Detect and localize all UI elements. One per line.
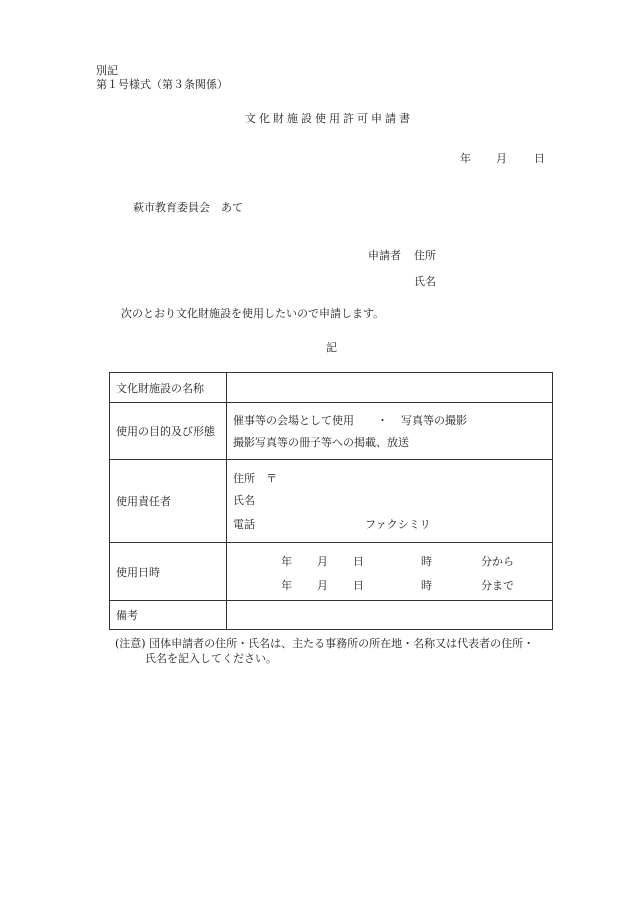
annex-label: 別記 [96,64,118,77]
datetime-field[interactable] [227,543,553,601]
row-datetime [110,543,553,601]
responsible-label: 使用責任者 [110,460,227,543]
purpose-option-venue: 催事等の会場として使用 [233,414,354,427]
end-year: 年 [281,578,292,592]
note-line-2: 氏名を記入してください。 [145,652,277,665]
datetime-label: 使用日時 [110,543,227,601]
datetime-end [233,577,546,591]
end-to: 分まで [481,578,514,592]
remarks-label: 備考 [110,601,227,630]
ki-heading: 記 [326,341,337,354]
purpose-option-publish: 撮影写真等の冊子等への掲載、放送 [233,436,409,449]
responsible-name: 氏名 [233,494,255,507]
facility-name-label: 文化財施設の名称 [110,373,227,403]
date-day: 日 [534,152,545,165]
end-day: 日 [353,578,364,592]
row-facility-name [110,373,553,403]
responsible-phone: 電話 [233,518,255,531]
responsible-fax: ファクシミリ [365,518,431,531]
addressee: 萩市教育委員会 あて [133,201,243,214]
purpose-option-photo: 写真等の撮影 [401,414,467,427]
responsible-field[interactable] [227,460,553,543]
application-table [109,372,553,630]
intro-text: 次のとおり文化財施設を使用したいので申請します。 [121,307,385,320]
start-from: 分から [481,554,514,568]
responsible-address: 住所 〒 [233,472,277,485]
start-hour: 時 [421,554,432,568]
facility-name-field[interactable] [227,373,553,403]
end-month: 月 [317,578,328,592]
row-responsible [110,460,553,543]
applicant-name-label: 氏名 [414,275,436,288]
datetime-start [233,553,546,567]
applicant-address-label: 住所 [414,249,436,262]
purpose-bullet: ・ [377,414,388,427]
row-remarks [110,601,553,630]
start-day: 日 [353,554,364,568]
start-month: 月 [317,554,328,568]
purpose-label: 使用の目的及び形態 [110,403,227,460]
form-number: 第１号様式（第３条関係） [96,78,228,91]
start-year: 年 [281,554,292,568]
date-year: 年 [460,152,471,165]
remarks-field[interactable] [227,601,553,630]
note-line-1: (注意) 団体申請者の住所・氏名は、主たる事務所の所在地・名称又は代表者の住所・ [115,637,535,650]
row-purpose [110,403,553,460]
page-title: 文化財施設使用許可申請書 [245,112,413,125]
applicant-label: 申請者 [368,249,401,262]
purpose-field[interactable] [227,403,553,460]
date-month: 月 [496,152,507,165]
end-hour: 時 [421,578,432,592]
